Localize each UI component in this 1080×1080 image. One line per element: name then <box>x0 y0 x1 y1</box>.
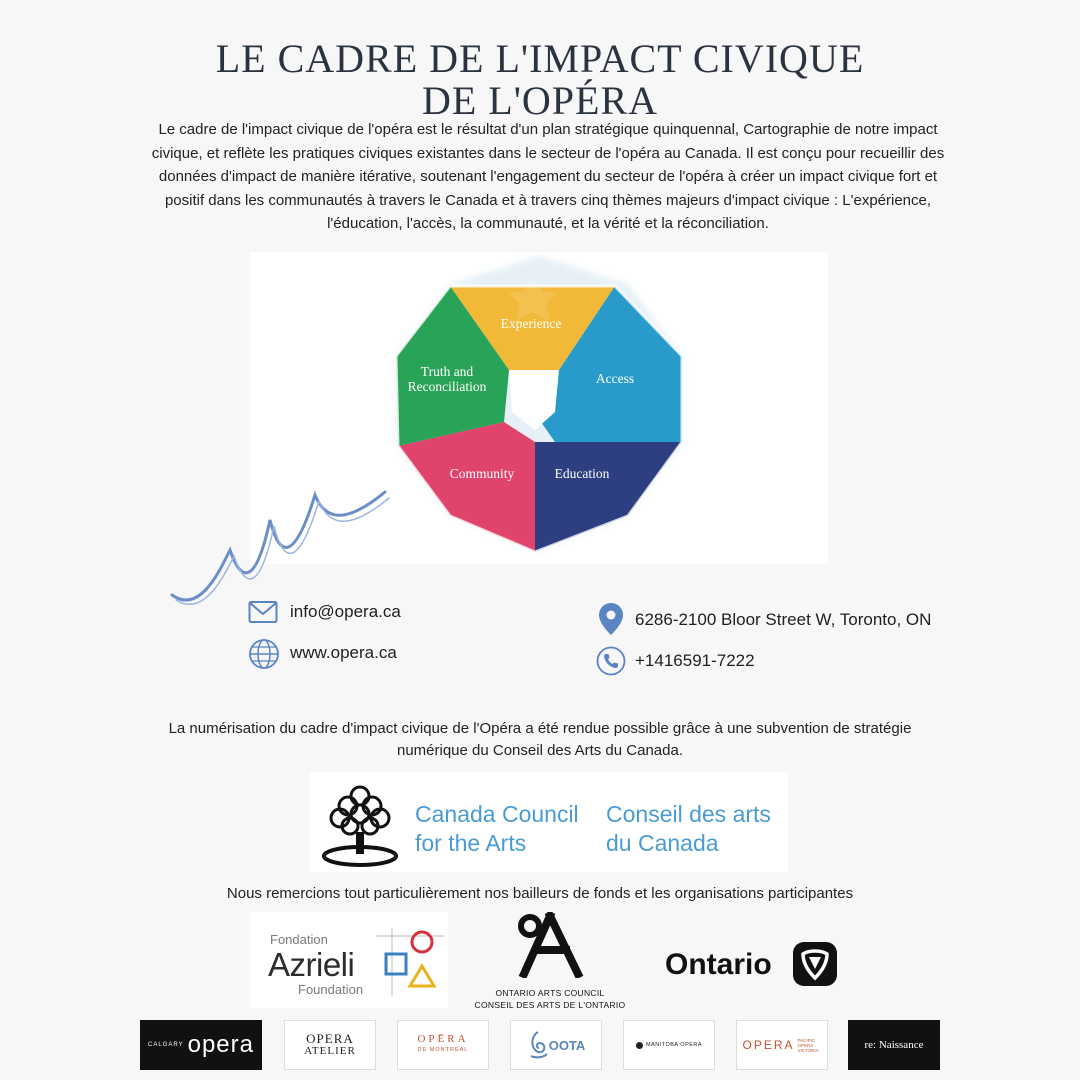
page-title-line-2: DE L'OPÉRA <box>421 78 659 123</box>
envelope-icon <box>248 600 278 624</box>
logo-renaissance <box>848 1020 940 1070</box>
pacific-opera-name: OPERA <box>742 1038 795 1052</box>
phone-icon <box>596 646 626 676</box>
phone-link[interactable]: +1416591-7222 <box>635 651 755 670</box>
opera-montreal-name: OPĒRA <box>417 1033 469 1045</box>
calgary-opera-name: opera <box>187 1031 254 1058</box>
logo-opera-atelier <box>284 1020 376 1070</box>
pacific-opera-sub: PACIFIC OPERA VICTORIA <box>797 1037 819 1053</box>
thanks-text: Nous remercions tout particulièrement nos bailleurs de fonds et les organisations participantes <box>226 885 854 902</box>
wedge-label-reconciliation: Reconciliation <box>407 379 487 394</box>
council-name-en-1: Canada Council <box>415 801 579 827</box>
funding-note: La numérisation du cadre d'impact civique de l'Opéra a été rendue possible grâce à une subvention de stratégie numérique du Conseil des Arts du Canada. <box>168 720 912 759</box>
ontario-wordmark: Ontario <box>665 948 772 981</box>
opera-atelier-name: OPERA <box>306 1031 354 1046</box>
opera-atelier-sub: ATELIER <box>304 1045 356 1057</box>
manitoba-opera-name: MANITOBA OPERA <box>645 1042 703 1048</box>
decorative-squiggle <box>160 480 400 610</box>
wedge-label-access: Access <box>595 371 635 386</box>
azrieli-name: Azrieli <box>268 946 355 983</box>
globe-icon <box>248 638 280 670</box>
calgary-small-text: CALGARY <box>148 1042 184 1048</box>
address-text: 6286-2100 Bloor Street W, Toronto, ON <box>635 610 932 629</box>
oac-name-fr: CONSEIL DES ARTS DE L'ONTARIO <box>474 1000 626 1010</box>
wedge-label-community: Community <box>449 466 515 481</box>
logo-manitoba-opera <box>623 1020 715 1070</box>
azrieli-shapes-icon <box>376 928 444 996</box>
council-name-fr-1: Conseil des arts <box>606 801 771 827</box>
wedge-education <box>535 442 682 552</box>
trillium-icon <box>793 942 837 986</box>
wedge-label-truth: Truth and <box>420 364 474 379</box>
canada-council-tree-icon <box>320 782 400 868</box>
opera-montreal-sub: DE MONTRÉAL <box>417 1047 469 1053</box>
azrieli-top-text: Fondation <box>270 932 328 947</box>
azrieli-foundation-logo <box>250 912 448 1008</box>
page-title-line-1: LE CADRE DE L'IMPACT CIVIQUE <box>215 36 865 81</box>
logo-oota <box>510 1020 602 1070</box>
map-pin-icon <box>598 602 624 636</box>
logo-calgary-opera <box>140 1020 262 1070</box>
azrieli-bottom-text: Foundation <box>298 982 364 997</box>
oota-name: OOTA <box>548 1037 586 1053</box>
manitoba-dot-icon <box>636 1042 643 1049</box>
renaissance-name: re: Naissance <box>864 1039 924 1051</box>
ontario-arts-council-logo <box>470 912 630 1012</box>
canada-council-logo <box>310 772 788 872</box>
council-name-en-2: for the Arts <box>415 830 527 856</box>
wedge-label-experience: Experience <box>500 316 562 331</box>
logo-opera-de-montreal <box>397 1020 489 1070</box>
oac-mark-icon <box>514 912 584 978</box>
wedge-community <box>398 422 535 552</box>
wedge-label-education: Education <box>554 466 610 481</box>
oac-name-en: ONTARIO ARTS COUNCIL <box>495 988 605 998</box>
logo-pacific-opera-victoria <box>736 1020 828 1070</box>
website-link[interactable]: www.opera.ca <box>290 643 397 662</box>
council-name-fr-2: du Canada <box>606 830 719 856</box>
oota-swirl-icon <box>527 1030 549 1060</box>
intro-paragraph: Le cadre de l'impact civique de l'opéra est le résultat d'un plan stratégique quinquennal, Cartographie de notre impact civique, et reflète les pratiques civiques existantes dans le secteur de l'opéra au Canada. Il est conçu pour recueillir des données d'impact de manière itérative, soutenant l'engagement du secteur de l'opéra à créer un impact civique fort et positif dans les communautés à travers le Canada et à travers cinq thèmes majeurs d'impact civique : L'expérience, l'éducation, l'accès, la communauté, et la vérité et la réconciliation. <box>151 121 945 232</box>
email-link[interactable]: info@opera.ca <box>290 602 401 621</box>
